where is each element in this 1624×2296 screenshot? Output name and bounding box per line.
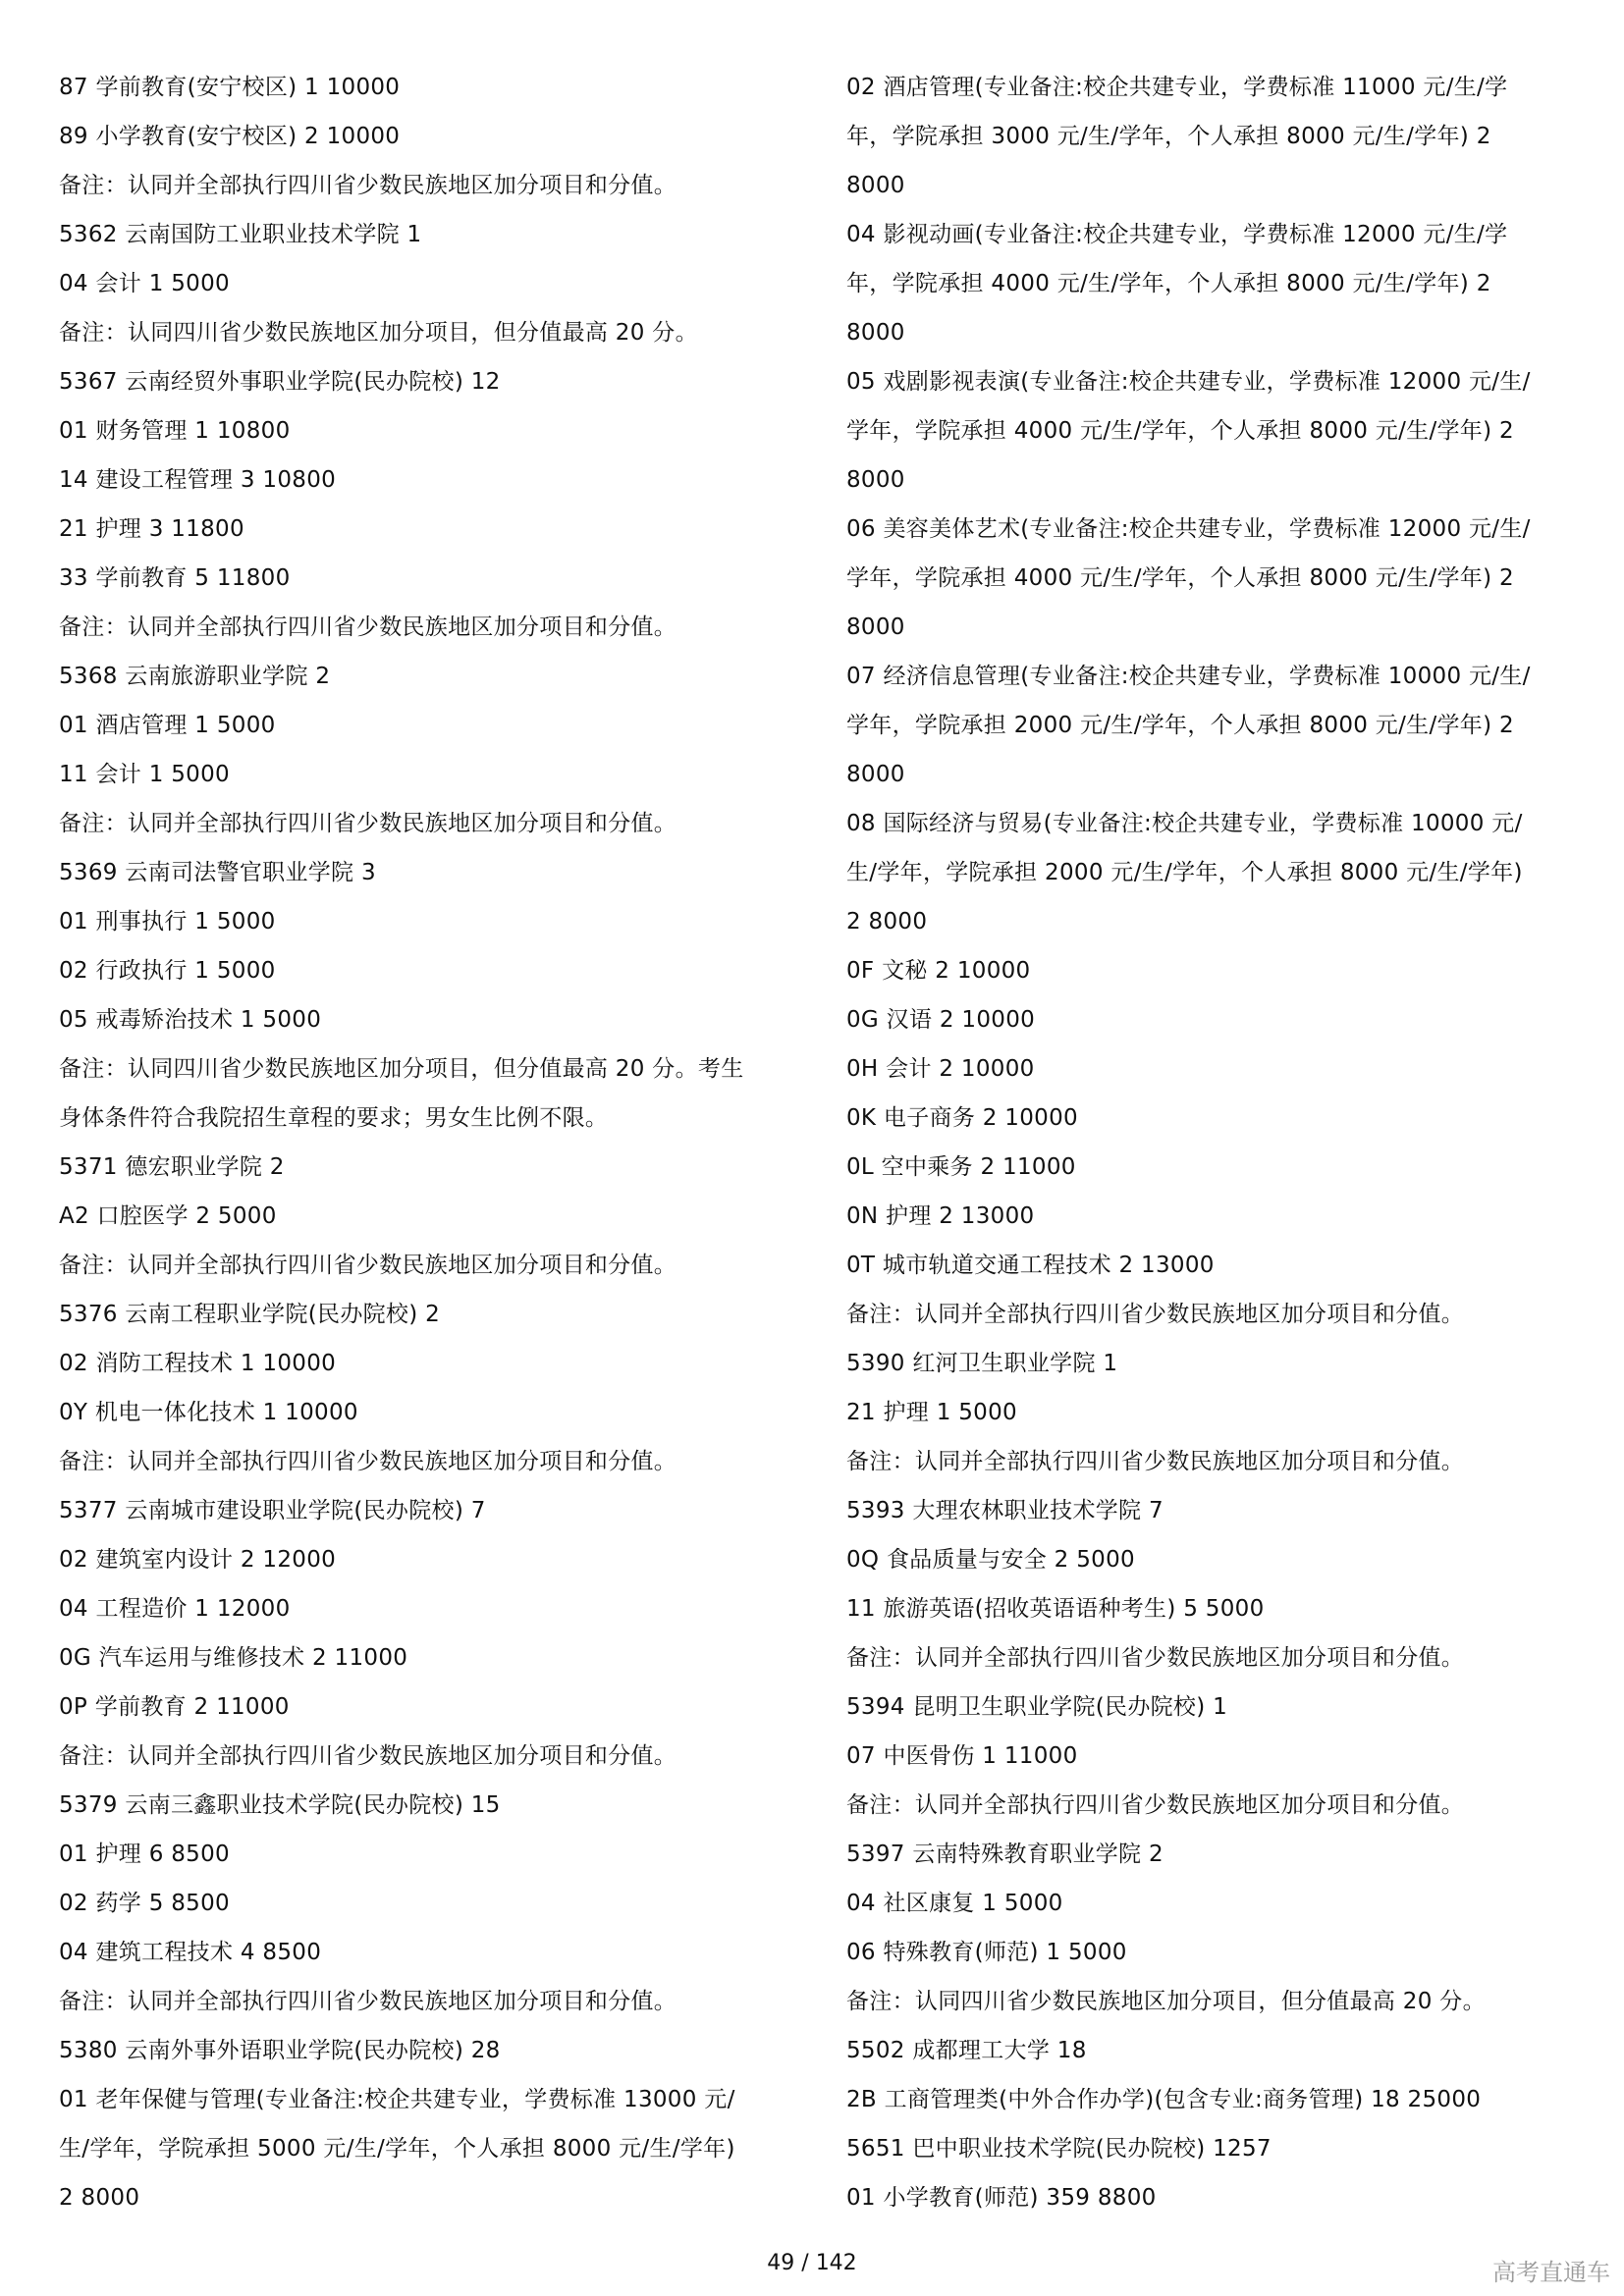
- text-line: 02 建筑室内设计 2 12000: [59, 1547, 337, 1573]
- text-line: 8000: [846, 614, 905, 640]
- text-line: 0P 学前教育 2 11000: [59, 1694, 290, 1720]
- text-line: 0N 护理 2 13000: [846, 1203, 1035, 1229]
- text-line: 备注：认同四川省少数民族地区加分项目，但分值最高 20 分。: [59, 320, 698, 346]
- text-line: 04 影视动画(专业备注:校企共建专业，学费标准 12000 元/生/学: [846, 222, 1508, 247]
- text-line: 04 社区康复 1 5000: [846, 1891, 1063, 1916]
- text-line: A2 口腔医学 2 5000: [59, 1203, 277, 1229]
- text-line: 8000: [846, 320, 905, 346]
- text-line: 备注：认同并全部执行四川省少数民族地区加分项目和分值。: [59, 1989, 677, 2014]
- text-line: 01 酒店管理 1 5000: [59, 713, 276, 738]
- text-line: 生/学年，学院承担 2000 元/生/学年，个人承担 8000 元/生/学年): [846, 860, 1523, 885]
- text-line: 02 药学 5 8500: [59, 1891, 230, 1916]
- text-line: 21 护理 1 5000: [846, 1400, 1017, 1425]
- text-line: 2 8000: [846, 909, 928, 934]
- left-column: [59, 63, 815, 2222]
- text-line: 备注：认同并全部执行四川省少数民族地区加分项目和分值。: [59, 173, 677, 198]
- text-line: 5376 云南工程职业学院(民办院校) 2: [59, 1302, 441, 1327]
- text-line: 05 戏剧影视表演(专业备注:校企共建专业，学费标准 12000 元/生/: [846, 369, 1531, 395]
- text-line: 8000: [846, 762, 905, 787]
- text-line: 02 行政执行 1 5000: [59, 958, 276, 984]
- text-line: 5651 巴中职业技术学院(民办院校) 1257: [846, 2136, 1272, 2162]
- text-line: 5502 成都理工大学 18: [846, 2038, 1087, 2063]
- text-line: 5379 云南三鑫职业技术学院(民办院校) 15: [59, 1792, 501, 1818]
- text-line: 07 中医骨伤 1 11000: [846, 1743, 1078, 1769]
- text-line: 5393 大理农林职业技术学院 7: [846, 1498, 1164, 1523]
- text-line: 04 工程造价 1 12000: [59, 1596, 291, 1622]
- text-line: 0K 电子商务 2 10000: [846, 1105, 1078, 1131]
- text-line: 0T 城市轨道交通工程技术 2 13000: [846, 1253, 1215, 1278]
- text-line: 备注：认同并全部执行四川省少数民族地区加分项目和分值。: [59, 1253, 677, 1278]
- text-line: 2B 工商管理类(中外合作办学)(包含专业:商务管理) 18 25000: [846, 2087, 1482, 2112]
- text-line: 5362 云南国防工业职业技术学院 1: [59, 222, 422, 247]
- text-line: 05 戒毒矫治技术 1 5000: [59, 1007, 322, 1033]
- text-line: 0G 汉语 2 10000: [846, 1007, 1036, 1033]
- text-line: 备注：认同四川省少数民族地区加分项目，但分值最高 20 分。: [846, 1989, 1486, 2014]
- text-line: 年，学院承担 4000 元/生/学年，个人承担 8000 元/生/学年) 2: [846, 271, 1491, 296]
- text-line: 01 护理 6 8500: [59, 1842, 230, 1867]
- text-line: 8000: [846, 467, 905, 493]
- text-line: 11 旅游英语(招收英语语种考生) 5 5000: [846, 1596, 1265, 1622]
- text-line: 5367 云南经贸外事职业学院(民办院校) 12: [59, 369, 501, 395]
- text-line: 年，学院承担 3000 元/生/学年，个人承担 8000 元/生/学年) 2: [846, 124, 1491, 149]
- text-line: 学年，学院承担 4000 元/生/学年，个人承担 8000 元/生/学年) 2: [846, 565, 1514, 591]
- text-line: 备注：认同并全部执行四川省少数民族地区加分项目和分值。: [59, 1743, 677, 1769]
- text-line: 06 美容美体艺术(专业备注:校企共建专业，学费标准 12000 元/生/: [846, 516, 1531, 542]
- text-line: 5371 德宏职业学院 2: [59, 1154, 285, 1180]
- text-line: 04 建筑工程技术 4 8500: [59, 1940, 322, 1965]
- text-line: 生/学年，学院承担 5000 元/生/学年，个人承担 8000 元/生/学年): [59, 2136, 735, 2162]
- text-line: 5390 红河卫生职业学院 1: [846, 1351, 1118, 1376]
- text-line: 备注：认同四川省少数民族地区加分项目，但分值最高 20 分。考生: [59, 1056, 744, 1082]
- text-line: 学年，学院承担 4000 元/生/学年，个人承担 8000 元/生/学年) 2: [846, 418, 1514, 444]
- text-line: 学年，学院承担 2000 元/生/学年，个人承担 8000 元/生/学年) 2: [846, 713, 1514, 738]
- text-line: 备注：认同并全部执行四川省少数民族地区加分项目和分值。: [59, 1449, 677, 1474]
- text-line: 5369 云南司法警官职业学院 3: [59, 860, 376, 885]
- text-line: 备注：认同并全部执行四川省少数民族地区加分项目和分值。: [846, 1645, 1465, 1671]
- text-line: 5397 云南特殊教育职业学院 2: [846, 1842, 1164, 1867]
- text-line: 02 酒店管理(专业备注:校企共建专业，学费标准 11000 元/生/学: [846, 75, 1508, 100]
- text-line: 01 刑事执行 1 5000: [59, 909, 276, 934]
- text-line: 5380 云南外事外语职业学院(民办院校) 28: [59, 2038, 501, 2063]
- text-line: 08 国际经济与贸易(专业备注:校企共建专业，学费标准 10000 元/: [846, 811, 1523, 836]
- text-line: 21 护理 3 11800: [59, 516, 244, 542]
- text-line: 0H 会计 2 10000: [846, 1056, 1035, 1082]
- text-line: 04 会计 1 5000: [59, 271, 230, 296]
- watermark: 高考直通车: [1492, 2259, 1610, 2286]
- text-line: 8000: [846, 173, 905, 198]
- page-number: 49 / 142: [767, 2251, 857, 2275]
- text-line: 身体条件符合我院招生章程的要求；男女生比例不限。: [59, 1105, 609, 1131]
- text-line: 5368 云南旅游职业学院 2: [59, 664, 331, 689]
- text-line: 07 经济信息管理(专业备注:校企共建专业，学费标准 10000 元/生/: [846, 664, 1531, 689]
- text-line: 0L 空中乘务 2 11000: [846, 1154, 1076, 1180]
- text-line: 01 老年保健与管理(专业备注:校企共建专业，学费标准 13000 元/: [59, 2087, 735, 2112]
- text-line: 5394 昆明卫生职业学院(民办院校) 1: [846, 1694, 1228, 1720]
- text-line: 备注：认同并全部执行四川省少数民族地区加分项目和分值。: [59, 614, 677, 640]
- text-line: 01 财务管理 1 10800: [59, 418, 291, 444]
- text-line: 06 特殊教育(师范) 1 5000: [846, 1940, 1127, 1965]
- right-column: [846, 63, 1593, 2222]
- text-line: 0Q 食品质量与安全 2 5000: [846, 1547, 1135, 1573]
- text-line: 14 建设工程管理 3 10800: [59, 467, 337, 493]
- text-line: 备注：认同并全部执行四川省少数民族地区加分项目和分值。: [846, 1302, 1465, 1327]
- text-line: 5377 云南城市建设职业学院(民办院校) 7: [59, 1498, 486, 1523]
- text-line: 0Y 机电一体化技术 1 10000: [59, 1400, 358, 1425]
- text-line: 0F 文秘 2 10000: [846, 958, 1031, 984]
- text-line: 0G 汽车运用与维修技术 2 11000: [59, 1645, 408, 1671]
- text-line: 87 学前教育(安宁校区) 1 10000: [59, 75, 401, 100]
- text-line: 01 小学教育(师范) 359 8800: [846, 2185, 1157, 2211]
- text-line: 11 会计 1 5000: [59, 762, 230, 787]
- text-line: 备注：认同并全部执行四川省少数民族地区加分项目和分值。: [846, 1449, 1465, 1474]
- text-line: 2 8000: [59, 2185, 140, 2211]
- text-line: 89 小学教育(安宁校区) 2 10000: [59, 124, 401, 149]
- text-line: 02 消防工程技术 1 10000: [59, 1351, 337, 1376]
- text-line: 备注：认同并全部执行四川省少数民族地区加分项目和分值。: [59, 811, 677, 836]
- text-line: 33 学前教育 5 11800: [59, 565, 291, 591]
- text-line: 备注：认同并全部执行四川省少数民族地区加分项目和分值。: [846, 1792, 1465, 1818]
